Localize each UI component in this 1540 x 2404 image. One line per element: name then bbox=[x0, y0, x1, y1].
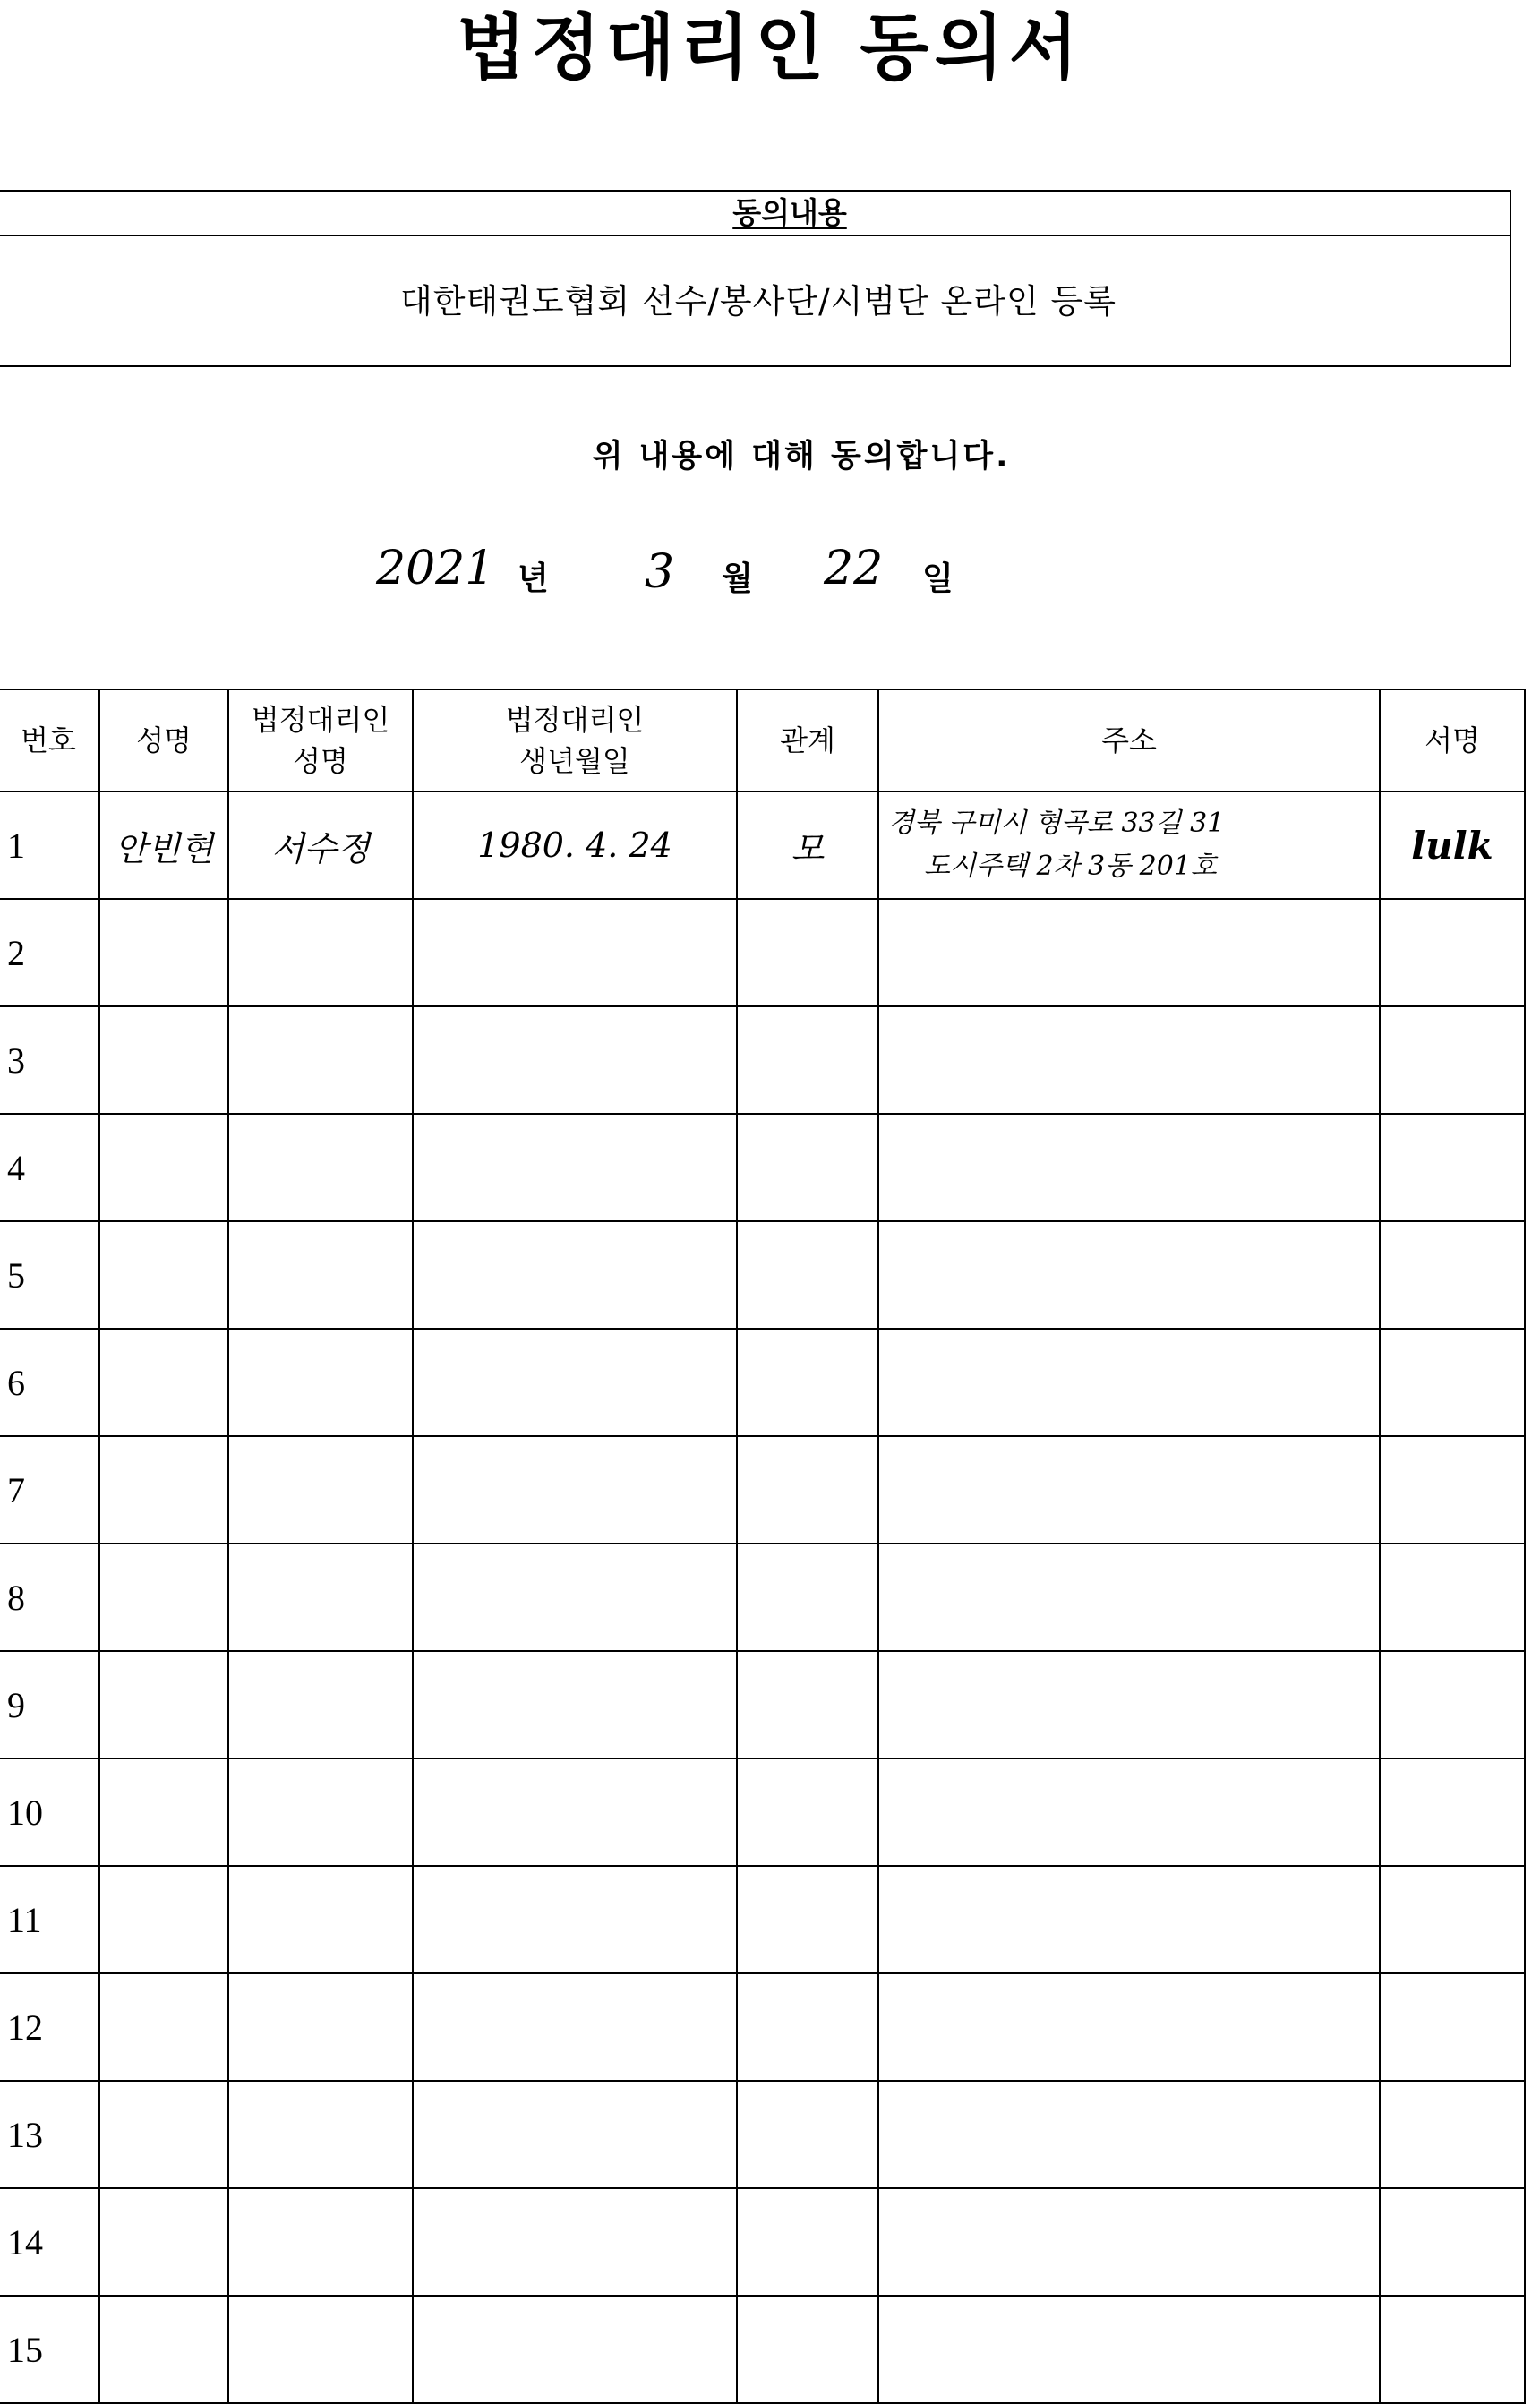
cell-address[interactable] bbox=[878, 2188, 1380, 2296]
cell-name[interactable] bbox=[99, 2188, 228, 2296]
cell-relation[interactable] bbox=[737, 1436, 878, 1544]
cell-no: 1 bbox=[0, 791, 99, 899]
cell-name[interactable] bbox=[99, 1436, 228, 1544]
consent-box bbox=[0, 190, 1511, 367]
cell-guardian-birth[interactable] bbox=[413, 1866, 737, 1973]
cell-signature[interactable] bbox=[1380, 791, 1525, 899]
cell-name[interactable] bbox=[99, 1651, 228, 1758]
cell-guardian-birth[interactable] bbox=[413, 1221, 737, 1329]
cell-signature[interactable] bbox=[1380, 1544, 1525, 1651]
cell-signature[interactable] bbox=[1380, 1758, 1525, 1866]
table-row bbox=[0, 1544, 1525, 1651]
cell-address[interactable] bbox=[878, 1544, 1380, 1651]
cell-guardian-name[interactable] bbox=[228, 1006, 413, 1114]
cell-no: 6 bbox=[0, 1329, 99, 1436]
date-day-unit: 일 bbox=[922, 560, 954, 597]
cell-address[interactable] bbox=[878, 1651, 1380, 1758]
cell-guardian-birth[interactable] bbox=[413, 1006, 737, 1114]
guardian-table bbox=[0, 689, 1526, 2404]
cell-no: 15 bbox=[0, 2296, 99, 2403]
address-line-2: 도시주택 2차 3동 201호 bbox=[924, 851, 1217, 882]
cell-signature[interactable] bbox=[1380, 899, 1525, 1006]
table-row bbox=[0, 1436, 1525, 1544]
cell-relation[interactable] bbox=[737, 1544, 878, 1651]
table-row bbox=[0, 2081, 1525, 2188]
cell-guardian-birth[interactable] bbox=[413, 1973, 737, 2081]
cell-no: 2 bbox=[0, 899, 99, 1006]
cell-signature[interactable] bbox=[1380, 2296, 1525, 2403]
cell-guardian-birth[interactable]: 1980. 4. 24 bbox=[413, 791, 737, 899]
cell-relation[interactable] bbox=[737, 1221, 878, 1329]
cell-no: 3 bbox=[0, 1006, 99, 1114]
table-row bbox=[0, 899, 1525, 1006]
cell-address[interactable] bbox=[878, 1436, 1380, 1544]
table-row bbox=[0, 1006, 1525, 1114]
cell-guardian-birth[interactable] bbox=[413, 2188, 737, 2296]
cell-signature[interactable] bbox=[1380, 1973, 1525, 2081]
cell-relation[interactable]: 모 bbox=[737, 791, 878, 899]
consent-content: 대한태권도협회 선수/봉사단/시범단 온라인 등록 bbox=[399, 282, 1117, 321]
table-row bbox=[0, 1651, 1525, 1758]
cell-name[interactable] bbox=[99, 1006, 228, 1114]
cell-relation[interactable] bbox=[737, 1006, 878, 1114]
agreement-statement: 위 내용에 대해 동의합니다. bbox=[592, 439, 1011, 475]
cell-signature[interactable] bbox=[1380, 2188, 1525, 2296]
cell-no: 7 bbox=[0, 1436, 99, 1544]
cell-relation[interactable] bbox=[737, 1114, 878, 1221]
cell-name[interactable] bbox=[99, 1866, 228, 1973]
table-row bbox=[0, 1758, 1525, 1866]
cell-signature[interactable] bbox=[1380, 1651, 1525, 1758]
cell-name[interactable] bbox=[99, 1329, 228, 1436]
date-month-unit: 월 bbox=[722, 560, 753, 597]
cell-guardian-name[interactable]: 서수정 bbox=[228, 791, 413, 899]
table-body bbox=[0, 791, 1525, 2403]
cell-no: 8 bbox=[0, 1544, 99, 1651]
cell-no: 11 bbox=[0, 1866, 99, 1973]
cell-relation[interactable] bbox=[737, 899, 878, 1006]
cell-address[interactable] bbox=[878, 791, 1380, 899]
cell-guardian-name[interactable] bbox=[228, 1651, 413, 1758]
cell-guardian-name[interactable] bbox=[228, 2296, 413, 2403]
cell-guardian-birth[interactable] bbox=[413, 1436, 737, 1544]
table-header-row bbox=[0, 689, 1525, 791]
table-row bbox=[0, 791, 1525, 899]
cell-relation[interactable] bbox=[737, 2188, 878, 2296]
cell-relation[interactable] bbox=[737, 1973, 878, 2081]
signature-mark: lulk bbox=[1411, 823, 1493, 868]
header-guardian-name: 법정대리인 성명 bbox=[228, 689, 413, 791]
cell-name[interactable] bbox=[99, 2296, 228, 2403]
cell-name[interactable] bbox=[99, 899, 228, 1006]
cell-name[interactable] bbox=[99, 1221, 228, 1329]
cell-guardian-name[interactable] bbox=[228, 1544, 413, 1651]
date-day-value: 22 bbox=[824, 542, 884, 595]
cell-address[interactable] bbox=[878, 1114, 1380, 1221]
cell-relation[interactable] bbox=[737, 2296, 878, 2403]
table-row bbox=[0, 2188, 1525, 2296]
cell-signature[interactable] bbox=[1380, 1006, 1525, 1114]
cell-name[interactable] bbox=[99, 2081, 228, 2188]
cell-address[interactable] bbox=[878, 1973, 1380, 2081]
cell-no: 9 bbox=[0, 1651, 99, 1758]
cell-relation[interactable] bbox=[737, 1651, 878, 1758]
cell-relation[interactable] bbox=[737, 1758, 878, 1866]
cell-relation[interactable] bbox=[737, 2081, 878, 2188]
cell-relation[interactable] bbox=[737, 1866, 878, 1973]
cell-address[interactable] bbox=[878, 1758, 1380, 1866]
cell-name[interactable] bbox=[99, 1114, 228, 1221]
table-row bbox=[0, 1329, 1525, 1436]
cell-guardian-birth[interactable] bbox=[413, 1114, 737, 1221]
cell-name[interactable] bbox=[99, 1758, 228, 1866]
table-row bbox=[0, 1973, 1525, 2081]
cell-guardian-name[interactable] bbox=[228, 1866, 413, 1973]
cell-guardian-birth[interactable] bbox=[413, 899, 737, 1006]
cell-signature[interactable] bbox=[1380, 2081, 1525, 2188]
cell-address[interactable] bbox=[878, 1866, 1380, 1973]
cell-signature[interactable] bbox=[1380, 1329, 1525, 1436]
cell-no: 10 bbox=[0, 1758, 99, 1866]
cell-no: 12 bbox=[0, 1973, 99, 2081]
document-title: 법정대리인 동의서 bbox=[456, 6, 1084, 90]
cell-no: 13 bbox=[0, 2081, 99, 2188]
cell-signature[interactable] bbox=[1380, 1221, 1525, 1329]
cell-guardian-name[interactable] bbox=[228, 1973, 413, 2081]
consent-heading-text: 동의내용 bbox=[732, 195, 847, 230]
table-row bbox=[0, 1221, 1525, 1329]
cell-name[interactable] bbox=[99, 1544, 228, 1651]
cell-guardian-name[interactable] bbox=[228, 2188, 413, 2296]
header-relation: 관계 bbox=[737, 689, 878, 791]
consent-heading bbox=[0, 192, 1510, 236]
header-guardian-birth: 법정대리인 생년월일 bbox=[413, 689, 737, 791]
cell-signature[interactable] bbox=[1380, 1436, 1525, 1544]
cell-guardian-birth[interactable] bbox=[413, 1758, 737, 1866]
cell-relation[interactable] bbox=[737, 1329, 878, 1436]
cell-guardian-name[interactable] bbox=[228, 2081, 413, 2188]
cell-address[interactable] bbox=[878, 1329, 1380, 1436]
date-year-value: 2021 bbox=[376, 542, 495, 595]
cell-address[interactable] bbox=[878, 899, 1380, 1006]
cell-address[interactable] bbox=[878, 2296, 1380, 2403]
cell-no: 14 bbox=[0, 2188, 99, 2296]
header-address: 주소 bbox=[878, 689, 1380, 791]
cell-address[interactable] bbox=[878, 2081, 1380, 2188]
date-year-unit: 년 bbox=[518, 560, 549, 597]
table-row bbox=[0, 2296, 1525, 2403]
address-line-1: 경북 구미시 형곡로 33길 31 bbox=[888, 808, 1225, 839]
cell-name[interactable] bbox=[99, 1973, 228, 2081]
cell-name[interactable]: 안빈현 bbox=[99, 791, 228, 899]
cell-guardian-birth[interactable] bbox=[413, 1329, 737, 1436]
cell-guardian-name[interactable] bbox=[228, 1221, 413, 1329]
cell-guardian-birth[interactable] bbox=[413, 2296, 737, 2403]
cell-guardian-birth[interactable] bbox=[413, 1544, 737, 1651]
cell-guardian-name[interactable] bbox=[228, 1114, 413, 1221]
date-month-value: 3 bbox=[645, 545, 675, 599]
header-name: 성명 bbox=[99, 689, 228, 791]
cell-guardian-name[interactable] bbox=[228, 1436, 413, 1544]
cell-address[interactable] bbox=[878, 1006, 1380, 1114]
cell-guardian-name[interactable] bbox=[228, 899, 413, 1006]
cell-no: 4 bbox=[0, 1114, 99, 1221]
table-row bbox=[0, 1866, 1525, 1973]
cell-guardian-birth[interactable] bbox=[413, 2081, 737, 2188]
header-signature: 서명 bbox=[1380, 689, 1525, 791]
cell-signature[interactable] bbox=[1380, 1866, 1525, 1973]
cell-signature[interactable] bbox=[1380, 1114, 1525, 1221]
table-row bbox=[0, 1114, 1525, 1221]
header-no: 번호 bbox=[0, 689, 99, 791]
cell-guardian-birth[interactable] bbox=[413, 1651, 737, 1758]
cell-guardian-name[interactable] bbox=[228, 1329, 413, 1436]
cell-guardian-name[interactable] bbox=[228, 1758, 413, 1866]
cell-address[interactable] bbox=[878, 1221, 1380, 1329]
date-line bbox=[0, 537, 1540, 609]
cell-no: 5 bbox=[0, 1221, 99, 1329]
